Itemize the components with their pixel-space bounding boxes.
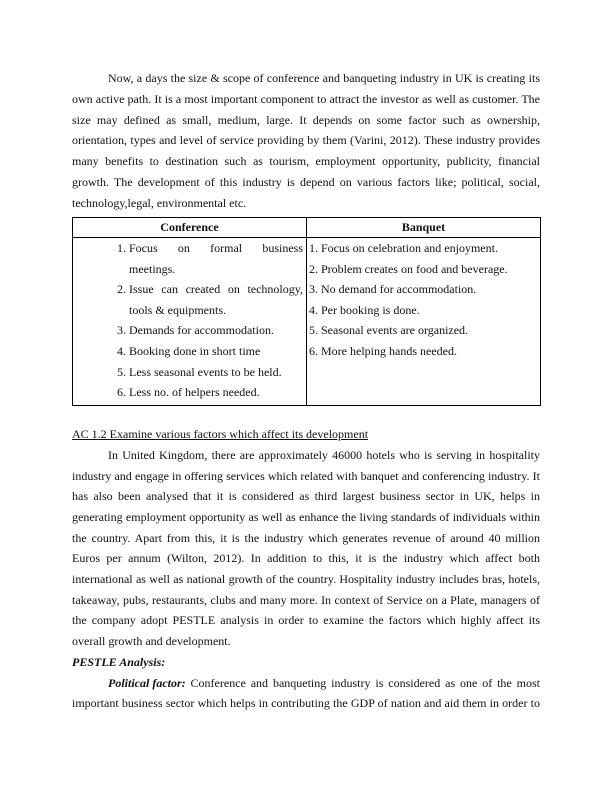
list-number: 3. — [117, 323, 126, 338]
text-line: many benefits to destination such as tourism, employment opportunity, publicity, financial — [72, 154, 540, 168]
text-line: has also been analysed that it is considered as third largest business sector in UK, helps in — [72, 489, 540, 503]
text-line: size may defined as small, medium, large. It depends on some factor such as ownership, — [72, 113, 540, 127]
text-line: growth. The development of this industry is depend on various factors like; political, social, — [72, 175, 540, 189]
list-item: Booking done in short time — [129, 343, 261, 358]
list-number: 2. — [117, 282, 126, 297]
list-item: 2. Problem creates on food and beverage. — [309, 261, 508, 276]
list-item-cont: meetings. — [129, 261, 176, 276]
text-line: the company adopt PESTLE analysis in order to examine the factors which highly affect its — [72, 613, 540, 627]
list-item: Less no. of helpers needed. — [129, 385, 260, 400]
text-line: technology,legal, environmental etc. — [72, 196, 247, 210]
text-line: important business sector which helps in contributing the GDP of nation and aid them in order to — [72, 696, 540, 710]
list-item: 6. More helping hands needed. — [309, 343, 457, 358]
banquet-cell — [307, 238, 541, 406]
text-line: international as well as national growth of the country. Hospitality industry includes bras, hotels, — [72, 572, 540, 586]
text-line: overall growth and development. — [72, 634, 231, 648]
list-number: 1. — [117, 241, 126, 255]
list-item: 5. Seasonal events are organized. — [309, 323, 469, 338]
text-line: the country. Apart from this, it is the industry which generates revenue of around 40 million — [72, 531, 540, 545]
list-item: 1. Focus on celebration and enjoyment. — [309, 241, 498, 255]
header-banquet: Banquet — [307, 218, 541, 238]
political-line — [72, 673, 540, 693]
list-number: 4. — [117, 343, 126, 358]
text-line: Now, a days the size & scope of conference and banqueting industry in UK is creating its — [108, 71, 540, 85]
text-line: own active path. It is a most important component to attract the investor as well as customer. The — [72, 92, 540, 106]
text-line: takeaway, pubs, restaurants, clubs and many more. In context of Service on a Plate, managers of — [72, 593, 540, 607]
political-label: Political factor: — [108, 676, 186, 690]
text-line: generating employment opportunity as well as enhance the living standards of individuals within — [72, 510, 540, 524]
text-line: In United Kingdom, there are approximately 46000 hotels who is serving in hospitality — [108, 448, 540, 462]
list-item-cont: tools & equipments. — [129, 302, 226, 317]
text-line: orientation, types and level of service providing by them (Varini, 2012). These industry provides — [72, 133, 540, 147]
section-heading: AC 1.2 Examine various factors which affect its development — [72, 427, 369, 441]
text-line: industry and engage in offering services which related with banquet and conferencing industry. It — [72, 469, 540, 483]
list-item: Less seasonal events to be held. — [129, 364, 282, 379]
pestle-heading: PESTLE Analysis: — [72, 655, 166, 669]
comparison-table — [72, 217, 541, 406]
text-line: Euros per annum (Wilton, 2012). In addition to this, it is the industry which affect both — [72, 551, 540, 565]
list-number: 6. — [117, 385, 126, 400]
conference-cell — [73, 238, 307, 406]
list-item: Demands for accommodation. — [129, 323, 274, 338]
header-conference: Conference — [73, 218, 307, 238]
list-item: Issue can created on technology, — [129, 282, 303, 297]
list-number: 5. — [117, 364, 126, 379]
list-item: 3. No demand for accommodation. — [309, 282, 477, 297]
text-line: Conference and banqueting industry is considered as one of the most — [185, 676, 540, 690]
list-item: 4. Per booking is done. — [309, 302, 420, 317]
list-item: Focus on formal business — [129, 241, 303, 255]
